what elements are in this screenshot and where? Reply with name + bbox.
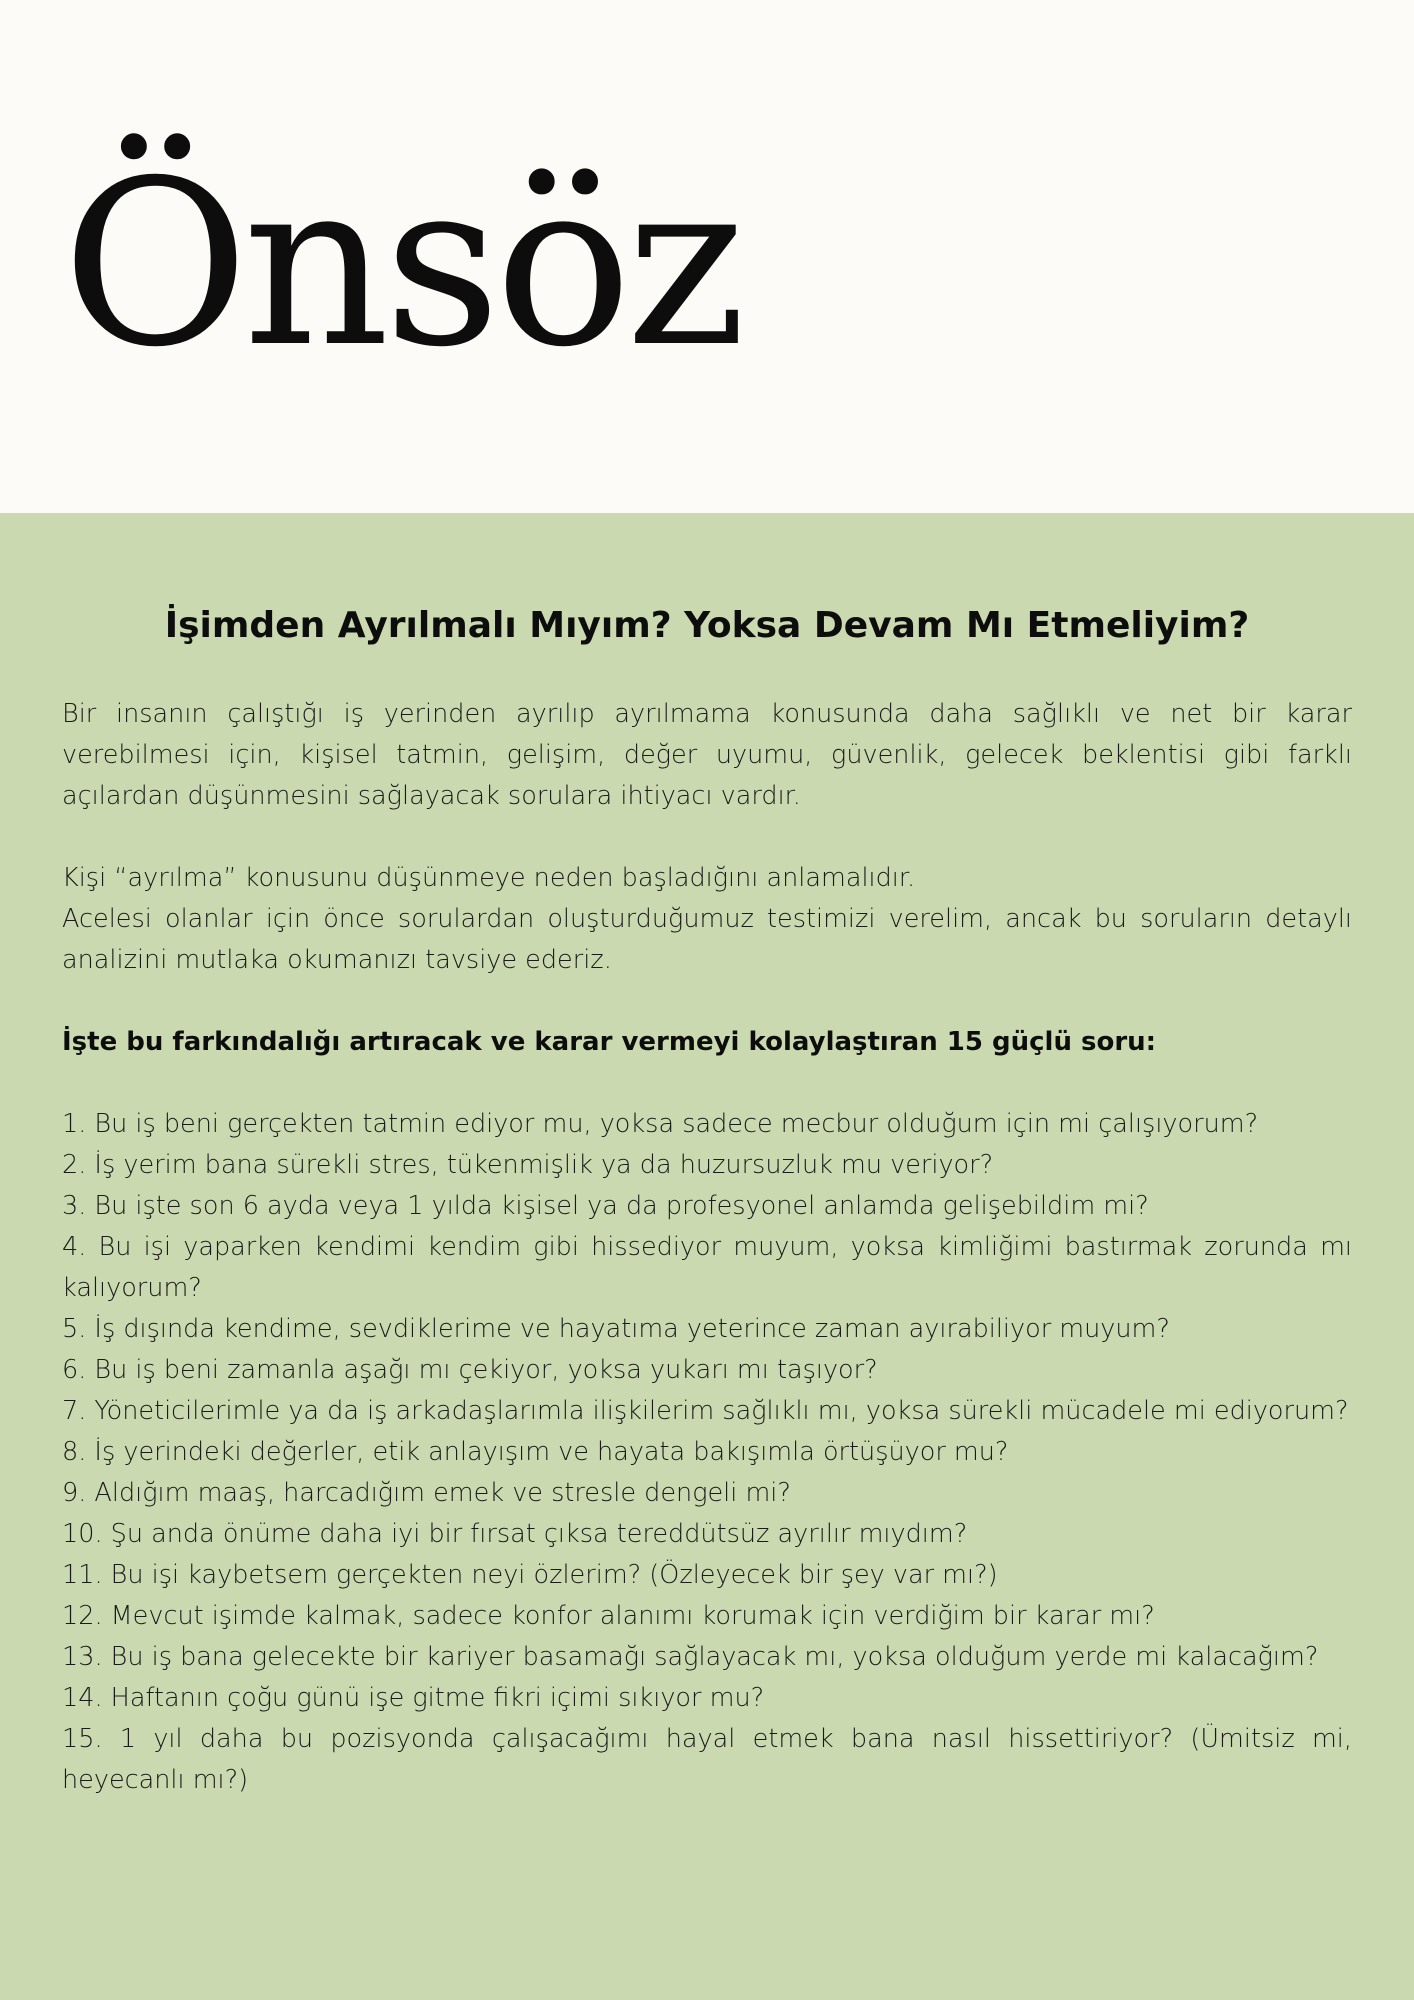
advice-paragraph: Acelesi olanlar için önce sorulardan oluşturduğumuz testimizi verelim, ancak bu soruların detaylı analizini mutlaka okumanızı tavsiye ederiz. xyxy=(62,904,1352,975)
spacer xyxy=(62,981,1352,1022)
reason-paragraph: Kişi “ayrılma” konusunu düşünmeye neden başladığını anlamalıdır. xyxy=(62,863,916,893)
question-item: 6. Bu iş beni zamanla aşağı mı çekiyor, yoksa yukarı mı taşıyor? xyxy=(62,1355,878,1385)
question-item: 8. İş yerindeki değerler, etik anlayışım ve hayata bakışımla örtüşüyor mu? xyxy=(62,1437,1009,1467)
questions-lead: İşte bu farkındalığı artıracak ve karar vermeyi kolaylaştıran 15 güçlü soru: xyxy=(62,1027,1157,1057)
spacer xyxy=(62,1063,1352,1104)
question-list xyxy=(62,1104,1352,1801)
question-item: 9. Aldığım maaş, harcadığım emek ve stresle dengeli mi? xyxy=(62,1478,791,1508)
page-title: Önsöz xyxy=(62,131,741,397)
title-band xyxy=(0,0,1414,513)
article-body xyxy=(62,600,1352,1801)
question-item: 10. Şu anda önüme daha iyi bir fırsat çıksa tereddütsüz ayrılır mıydım? xyxy=(62,1519,968,1549)
question-item: 15. 1 yıl daha bu pozisyonda çalışacağımı hayal etmek bana nasıl hissettiriyor? (Ümitsiz mi, heyecanlı mı?) xyxy=(62,1724,1352,1795)
question-item: 14. Haftanın çoğu günü işe gitme fikri içimi sıkıyor mu? xyxy=(62,1683,765,1713)
question-item: 1. Bu iş beni gerçekten tatmin ediyor mu, yoksa sadece mecbur olduğum için mi çalışıyorum? xyxy=(62,1109,1259,1139)
question-item: 3. Bu işte son 6 ayda veya 1 yılda kişisel ya da profesyonel anlamda gelişebildim mi? xyxy=(62,1191,1149,1221)
spacer xyxy=(62,817,1352,858)
question-item: 11. Bu işi kaybetsem gerçekten neyi özlerim? (Özleyecek bir şey var mı?) xyxy=(62,1560,998,1590)
question-item: 7. Yöneticilerimle ya da iş arkadaşlarımla ilişkilerim sağlıklı mı, yoksa sürekli mücadele mi ediyorum? xyxy=(62,1396,1349,1426)
question-item: 13. Bu iş bana gelecekte bir kariyer basamağı sağlayacak mı, yoksa olduğum yerde mi kalacağım? xyxy=(62,1642,1319,1672)
article-subtitle: İşimden Ayrılmalı Mıyım? Yoksa Devam Mı Etmeliyim? xyxy=(164,605,1250,646)
intro-paragraph: Bir insanın çalıştığı iş yerinden ayrılıp ayrılmama konusunda daha sağlıklı ve net bir karar verebilmesi için, kişisel tatmin, gelişim, değer uyumu, güvenlik, gelecek beklentisi gibi farklı açılardan düşünmesini sağlayacak sorulara ihtiyacı vardır. xyxy=(62,699,1352,811)
question-item: 4. Bu işi yaparken kendimi kendim gibi hissediyor muyum, yoksa kimliğimi bastırmak zorunda mı kalıyorum? xyxy=(62,1232,1352,1303)
question-item: 5. İş dışında kendime, sevdiklerime ve hayatıma yeterince zaman ayırabiliyor muyum? xyxy=(62,1314,1170,1344)
question-item: 2. İş yerim bana sürekli stres, tükenmişlik ya da huzursuzluk mu veriyor? xyxy=(62,1150,994,1180)
question-item: 12. Mevcut işimde kalmak, sadece konfor alanımı korumak için verdiğim bir karar mı? xyxy=(62,1601,1155,1631)
